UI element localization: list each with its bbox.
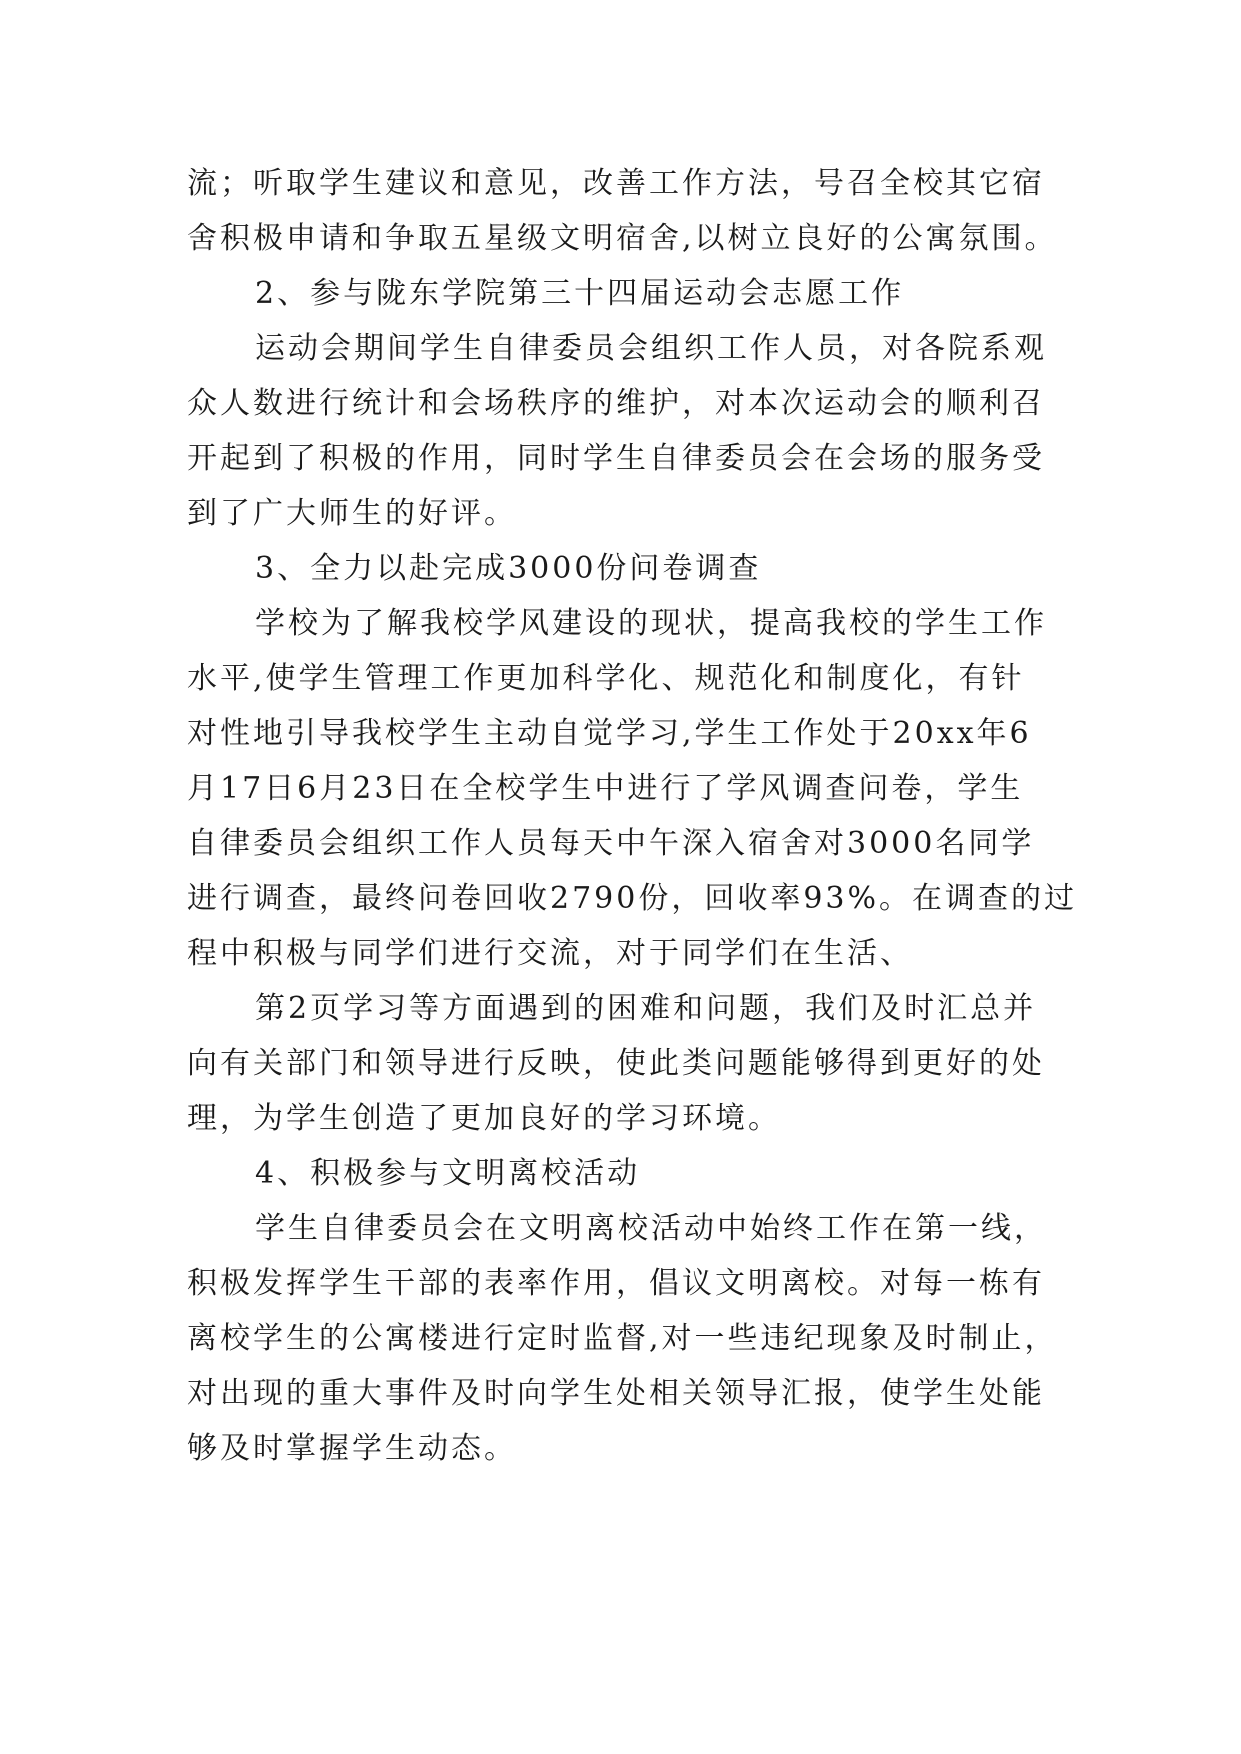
text-line: 到了广大师生的好评。 (187, 496, 517, 531)
text-line: 够及时掌握学生动态。 (187, 1431, 517, 1466)
text-line: 积极发挥学生干部的表率作用，倡议文明离校。对每一栋有 (187, 1266, 1045, 1301)
text-line: 运动会期间学生自律委员会组织工作人员，对各院系观 (255, 331, 1047, 366)
text-line: 离校学生的公寓楼进行定时监督,对一些违纪现象及时制止， (187, 1321, 1058, 1356)
text-line: 水平,使学生管理工作更加科学化、规范化和制度化，有针 (187, 661, 1025, 696)
body-text (187, 156, 1078, 1476)
text-line: 学生自律委员会在文明离校活动中始终工作在第一线， (255, 1211, 1047, 1246)
text-line: 3、全力以赴完成3000份问卷调查 (255, 551, 762, 586)
text-line: 流；听取学生建议和意见，改善工作方法，号召全校其它宿 (187, 166, 1045, 201)
text-line: 程中积极与同学们进行交流，对于同学们在生活、 (187, 936, 913, 971)
text-line: 2、参与陇东学院第三十四届运动会志愿工作 (255, 276, 905, 311)
text-line: 众人数进行统计和会场秩序的维护，对本次运动会的顺利召 (187, 386, 1045, 421)
text-line: 第2页学习等方面遇到的困难和问题，我们及时汇总并 (255, 991, 1037, 1026)
text-line: 月17日6月23日在全校学生中进行了学风调查问卷，学生 (187, 771, 1024, 806)
text-line: 4、积极参与文明离校活动 (255, 1156, 641, 1191)
text-line: 理，为学生创造了更加良好的学习环境。 (187, 1101, 781, 1136)
text-line: 舍积极申请和争取五星级文明宿舍,以树立良好的公寓氛围。 (187, 221, 1058, 256)
text-line: 开起到了积极的作用，同时学生自律委员会在会场的服务受 (187, 441, 1045, 476)
text-line: 对出现的重大事件及时向学生处相关领导汇报，使学生处能 (187, 1376, 1045, 1411)
text-line: 向有关部门和领导进行反映，使此类问题能够得到更好的处 (187, 1046, 1045, 1081)
text-line: 进行调查，最终问卷回收2790份，回收率93%。在调查的过 (187, 881, 1078, 916)
text-line: 对性地引导我校学生主动自觉学习,学生工作处于20xx年6 (187, 716, 1032, 751)
text-line: 自律委员会组织工作人员每天中午深入宿舍对3000名同学 (187, 826, 1035, 861)
text-line: 学校为了解我校学风建设的现状，提高我校的学生工作 (255, 606, 1047, 641)
